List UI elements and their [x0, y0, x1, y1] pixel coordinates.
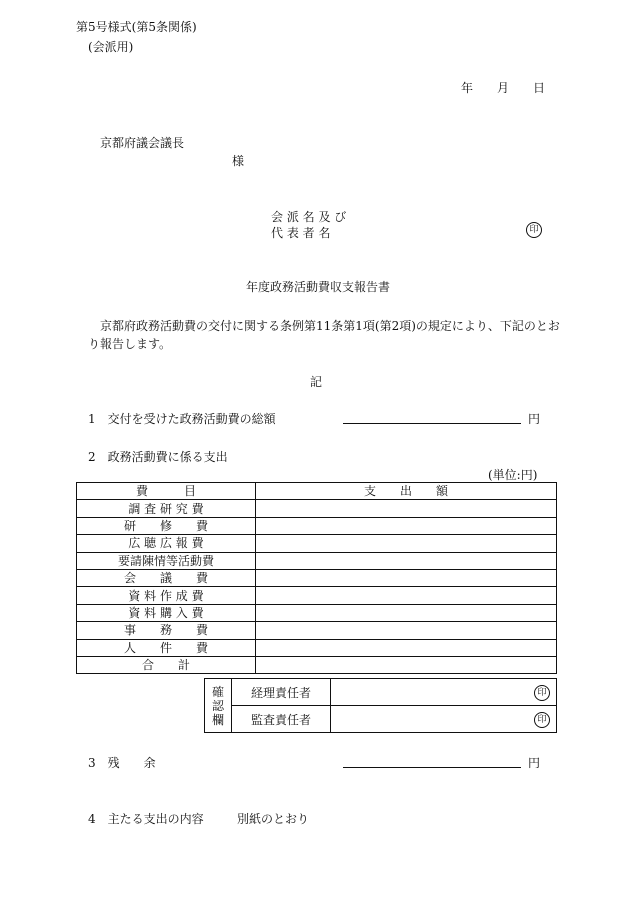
item1-label: 1 交付を受けた政務活動費の総額: [88, 412, 276, 426]
body-text-line1: 京都府政務活動費の交付に関する条例第11条第1項(第2項)の規定により、下記のとお: [100, 319, 560, 333]
audit-officer-label: 監査責任者: [232, 706, 331, 733]
header-amount: 支 出 額: [256, 483, 557, 500]
amount-cell: [256, 535, 557, 552]
header-category: 費 目: [77, 483, 256, 500]
unit-note: (単位:円): [488, 468, 538, 482]
accounting-officer-label: 経理責任者: [232, 679, 331, 706]
table-row: [77, 500, 557, 517]
date-day: 日: [533, 81, 546, 95]
seal-icon: 印: [534, 685, 550, 701]
confirmation-table: [204, 678, 557, 733]
ki-label: 記: [310, 375, 323, 389]
table-row: [77, 587, 557, 604]
audit-officer-seal-cell: [331, 706, 557, 733]
row-label: 資 料 作 成 費: [77, 587, 256, 604]
amount-cell: [256, 517, 557, 534]
confirmation-label: [205, 679, 232, 733]
form-number: 第5号様式(第5条関係): [76, 20, 197, 34]
total-amount-cell: [256, 656, 557, 673]
table-row: [77, 552, 557, 569]
expense-table: [76, 482, 557, 674]
row-label: 広 聴 広 報 費: [77, 535, 256, 552]
representative-seal-icon: [526, 221, 542, 238]
usage-note: (会派用): [88, 40, 134, 54]
total-label: 合 計: [77, 656, 256, 673]
seal-text: 印: [526, 222, 542, 238]
row-label: 会 議 費: [77, 569, 256, 586]
amount-cell: [256, 622, 557, 639]
confirmation-row: [205, 679, 557, 706]
item1-unit: 円: [528, 412, 541, 426]
table-row: [77, 639, 557, 656]
amount-cell: [256, 587, 557, 604]
addressee-name: 京都府議会議長: [100, 136, 185, 150]
body-text-line2: り報告します。: [88, 337, 172, 351]
addressee-honorific: 様: [232, 154, 245, 168]
row-label: 事 務 費: [77, 622, 256, 639]
accounting-officer-seal-cell: [331, 679, 557, 706]
row-label: 要請陳情等活動費: [77, 552, 256, 569]
amount-cell: [256, 604, 557, 621]
representative-name-label: 代 表 者 名: [271, 226, 331, 240]
item3-underline: [343, 767, 521, 768]
total-row: [77, 656, 557, 673]
amount-cell: [256, 639, 557, 656]
table-row: [77, 517, 557, 534]
item3-label: 3 残 余: [88, 756, 156, 770]
table-header-row: [77, 483, 557, 500]
item1-underline: [343, 423, 521, 424]
seal-icon: 印: [534, 712, 550, 728]
item3-unit: 円: [528, 756, 541, 770]
confirmation-label-char: 確: [211, 684, 224, 699]
row-label: 研 修 費: [77, 517, 256, 534]
table-row: [77, 535, 557, 552]
item4-value: 別紙のとおり: [237, 812, 310, 826]
item2-label: 2 政務活動費に係る支出: [88, 450, 228, 464]
date-month: 月: [497, 81, 510, 95]
amount-cell: [256, 500, 557, 517]
confirmation-label-char: 欄: [211, 712, 224, 727]
amount-cell: [256, 569, 557, 586]
item4-label: 4 主たる支出の内容: [88, 812, 204, 826]
date-year: 年: [461, 81, 474, 95]
confirmation-label-char: 認: [211, 698, 224, 713]
confirmation-row: [205, 706, 557, 733]
table-row: [77, 569, 557, 586]
row-label: 調 査 研 究 費: [77, 500, 256, 517]
row-label: 人 件 費: [77, 639, 256, 656]
table-row: [77, 604, 557, 621]
document-title: 年度政務活動費収支報告書: [246, 280, 391, 294]
amount-cell: [256, 552, 557, 569]
row-label: 資 料 購 入 費: [77, 604, 256, 621]
party-name-label: 会 派 名 及 び: [271, 210, 347, 224]
table-row: [77, 622, 557, 639]
